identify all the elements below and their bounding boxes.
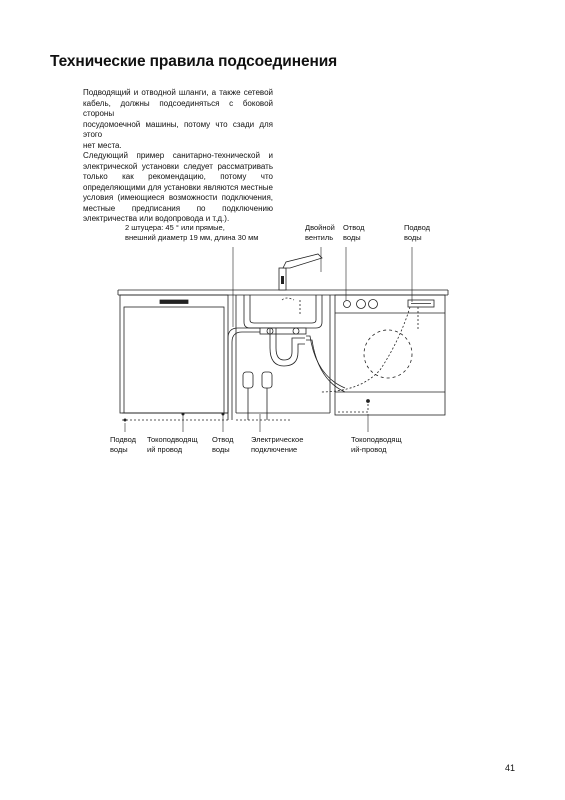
label-electrical: Электрическое подключение <box>251 435 304 454</box>
text-line: электричества или водопровода и т.д.). <box>83 214 230 223</box>
text-line: Подводящий и отводной шланги, а также сетевой <box>83 88 273 97</box>
text-line: условия (имеющиеся возможности подключения, <box>83 193 273 202</box>
label-power-cable-right: Токоподводящ ий-провод <box>351 435 402 454</box>
dishwasher <box>120 295 228 413</box>
label-supply-top: Подвод воды <box>404 223 431 242</box>
text-line: определяющими для установки являются местные <box>83 182 273 192</box>
page-title: Технические правила подсоединения <box>50 53 338 70</box>
label-supply-bottom: Подвод воды <box>110 435 137 454</box>
text-line: электрической установки следует рассматривать <box>83 161 273 171</box>
label-double-valve: Двойной вентиль <box>305 223 335 242</box>
drain-dashes <box>282 298 300 315</box>
faucet-icon <box>279 254 322 290</box>
countertop <box>118 290 448 295</box>
washing-machine-hose <box>306 336 345 392</box>
dishwasher-hoses <box>228 328 292 420</box>
label-power-cable-left: Токоподводящ ий провод <box>147 435 198 454</box>
washing-machine <box>335 295 445 415</box>
label-drain-bottom: Отвод воды <box>212 435 234 454</box>
sink-basin <box>244 295 322 328</box>
text-line: кабель, должны подсоединяться с боковой стороны <box>83 98 273 118</box>
text-line: только как рекомендацию, потому что <box>83 172 273 181</box>
page-number: 41 <box>505 763 516 773</box>
text-line: посудомоечной машины, потому что сзади для этого <box>83 119 273 139</box>
text-line: Следующий пример санитарно-технической и <box>83 151 273 160</box>
label-fittings: 2 штуцера: 45 ° или прямые, внешний диаметр 19 мм, длина 30 мм <box>125 223 259 242</box>
double-valve-icon <box>260 328 306 334</box>
text-line: местные предписания по подключению <box>83 203 273 213</box>
text-line: нет места. <box>83 140 122 150</box>
label-drain-top: Отвод воды <box>343 223 365 242</box>
